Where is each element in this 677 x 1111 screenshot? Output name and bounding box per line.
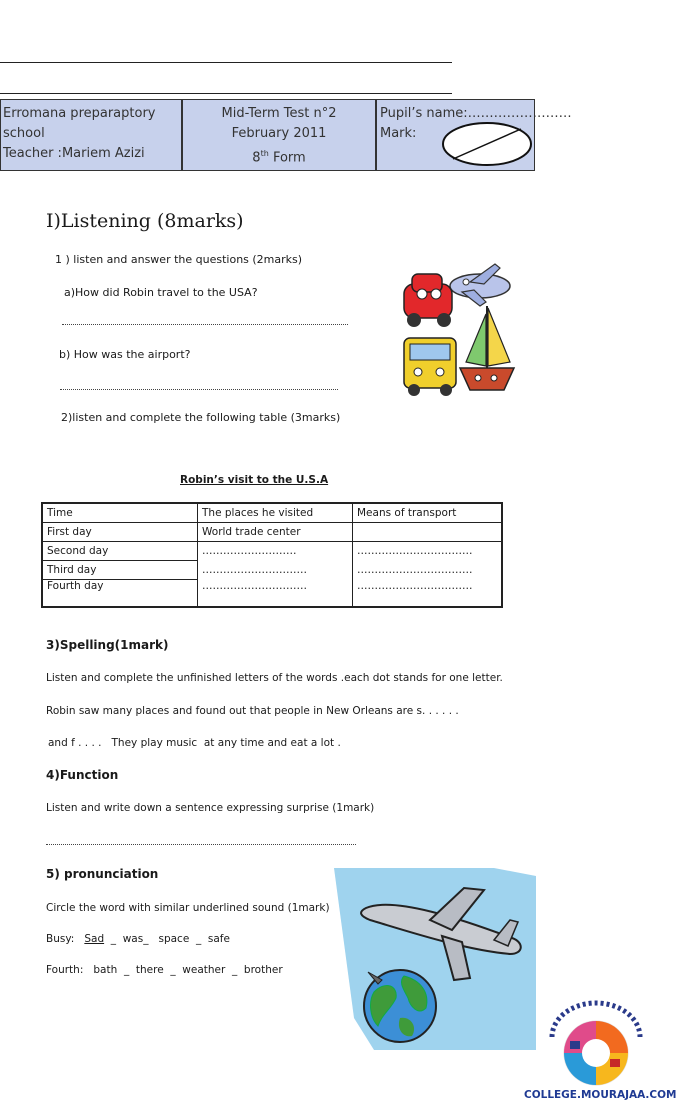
form-number: 8 — [252, 150, 261, 166]
spelling-heading: 3)Spelling(1mark) — [46, 638, 169, 652]
pupil-name-field[interactable]: Pupil’s name:…………………… — [380, 106, 572, 121]
fourth-label: Fourth: — [46, 964, 84, 976]
table-header-places: The places he visited — [198, 503, 353, 523]
answer-line-function[interactable] — [46, 844, 356, 845]
pronunciation-instruction: Circle the word with similar underlined sound (1mark) — [46, 902, 330, 914]
table-cell-transport[interactable]: …………………………… — [353, 542, 503, 561]
word-option[interactable]: brother — [243, 964, 283, 976]
listening-q2: 2)listen and complete the following table (3marks) — [61, 411, 341, 424]
table-title: Robin’s visit to the U.S.A — [180, 474, 329, 486]
listening-q1a: a)How did Robin travel to the USA? — [64, 286, 258, 299]
spelling-instruction: Listen and complete the unfinished letters of the words .each dot stands for one letter. — [46, 672, 503, 684]
word-option[interactable]: safe — [207, 933, 230, 945]
table-cell-place: World trade center — [198, 523, 353, 542]
busy-label: Busy: — [46, 933, 75, 945]
function-instruction: Listen and write down a sentence expressing surprise (1mark) — [46, 802, 375, 814]
college-mourajaa-logo-icon — [546, 1003, 646, 1087]
word-option[interactable]: bath — [93, 964, 118, 976]
pronunciation-fourth-row: Fourth: bath _ there _ weather _ brother — [46, 964, 283, 976]
test-form — [183, 144, 375, 168]
table-cell-time: First day — [42, 523, 198, 542]
header-divider-2 — [375, 100, 377, 170]
logo-caption: COLLEGE.MOURAJAA.COM — [524, 1089, 677, 1101]
table-cell-time: Second day — [42, 542, 198, 561]
word-option[interactable]: space — [158, 933, 190, 945]
spelling-line-2: and f . . . . They play music at any time and eat a lot . — [48, 737, 341, 749]
form-suffix: th — [260, 149, 269, 158]
pronunciation-busy-row: Busy: Sad _ was_ space _ safe — [46, 933, 230, 945]
word-option[interactable]: there — [135, 964, 164, 976]
test-title: Mid-Term Test n°2 — [221, 106, 337, 121]
test-date: February 2011 — [231, 126, 327, 141]
spelling-line-1: Robin saw many places and found out that people in New Orleans are s. . . . . . — [46, 705, 459, 717]
teacher-name: Teacher :Mariem Azizi — [3, 146, 145, 161]
test-header — [0, 99, 572, 171]
form-word: Form — [272, 150, 306, 166]
transport-clipart-icon — [400, 262, 518, 402]
answer-line-q1b[interactable] — [60, 389, 338, 390]
mark-oval-icon — [441, 121, 533, 167]
mark-label: Mark: — [380, 126, 417, 141]
word-option[interactable]: Sad — [84, 933, 105, 945]
word-option[interactable]: was — [122, 933, 144, 945]
listening-heading: I)Listening (8marks) — [46, 210, 244, 232]
school-info — [3, 104, 179, 174]
top-rule-1 — [0, 62, 452, 63]
test-info — [183, 104, 375, 174]
table-cell-place[interactable]: ………………………… — [198, 561, 353, 580]
table-cell-transport[interactable]: …………………………… — [353, 580, 503, 608]
listening-q1: 1 ) listen and answer the questions (2marks) — [55, 253, 303, 266]
pronunciation-heading: 5) pronunciation — [46, 867, 159, 881]
word-option[interactable]: weather — [182, 964, 226, 976]
table-cell-time: Fourth day — [47, 580, 104, 592]
table-cell-place[interactable]: ………………………… — [198, 580, 353, 608]
listening-q1b: b) How was the airport? — [59, 348, 191, 361]
table-header-time: Time — [42, 503, 198, 523]
table-cell-transport[interactable]: …………………………… — [353, 561, 503, 580]
school-line-1: Erromana preparaptory — [3, 106, 156, 121]
function-heading: 4)Function — [46, 768, 119, 782]
table-header-transport: Means of transport — [353, 503, 503, 523]
plane-globe-clipart-icon — [334, 868, 536, 1050]
table-cell-time: Third day — [42, 561, 198, 580]
visit-table — [41, 502, 503, 608]
top-rule-2 — [0, 93, 452, 94]
table-cell-transport[interactable] — [353, 523, 503, 542]
answer-line-q1a[interactable] — [62, 324, 348, 325]
school-line-2: school — [3, 126, 45, 141]
table-cell-place[interactable]: ……………………… — [198, 542, 353, 561]
